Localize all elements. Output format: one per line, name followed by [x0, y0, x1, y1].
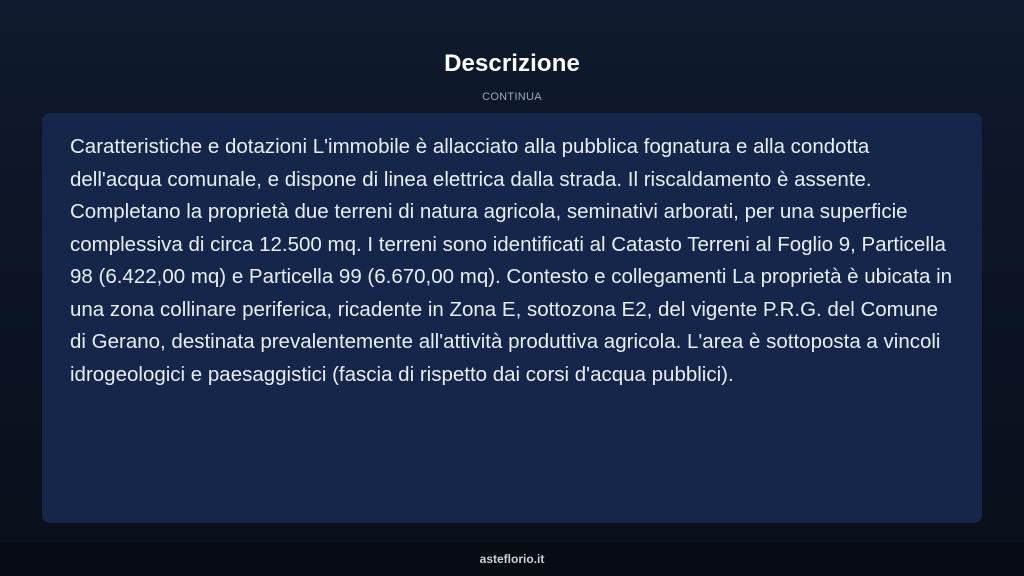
site-name: asteflorio.it [479, 552, 545, 566]
continue-link[interactable]: CONTINUA [482, 91, 542, 103]
description-text: Caratteristiche e dotazioni L'immobile è allacciato alla pubblica fognatura e alla condotta dell'acqua comunale, e dispone di linea elettrica dalla strada. Il riscaldamento è assente. Completano la proprietà due terreni di natura agricola, seminativi arborati, per una superficie complessiva di circa 12.500 mq. I terreni sono identificati al Catasto Terreni al Foglio 9, Particella 98 (6.422,00 mq) e Particella 99 (6.670,00 mq). Contesto e collegamenti La proprietà è ubicata in una zona collinare periferica, ricadente in Zona E, sottozona E2, del vigente P.R.G. del Comune di Gerano, destinata prevalentemente all'attività produttiva agricola. L'area è sottoposta a vincoli idrogeologici e paesaggistici (fascia di rispetto dai corsi d'acqua pubblici). [70, 135, 953, 386]
header [0, 0, 1024, 112]
page-title: Descrizione [444, 50, 580, 77]
footer-bar [0, 543, 1024, 576]
description-card [42, 113, 982, 523]
